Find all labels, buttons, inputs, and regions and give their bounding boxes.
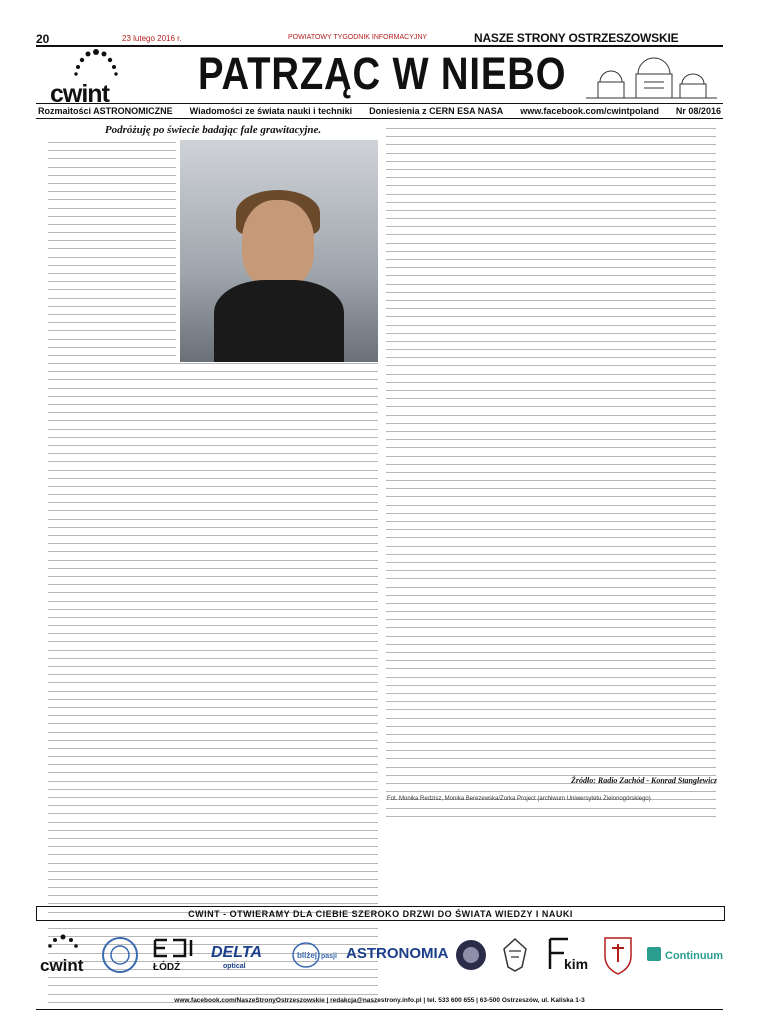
svg-text:Continuum: Continuum — [664, 950, 723, 962]
page-footer: www.facebook.com/NaszeStronyOstrzeszowskie | redakcja@naszestrony.info.pl | tel. 533 600 655 | 63-500 Ostrzeszów, ul. Kaliska 1-3 — [174, 997, 585, 1004]
crest-logo[interactable] — [601, 934, 635, 976]
page-number: 20 — [36, 32, 50, 46]
article-signature: Źródło: Radio Zachód - Konrad Stanglewicz — [570, 776, 717, 785]
footer-rule — [36, 1009, 723, 1010]
facebook-link[interactable]: www.facebook.com/cwintpoland — [520, 106, 659, 116]
page-title: PATRZĄC W NIEBO — [198, 48, 567, 99]
photo-body — [214, 280, 344, 362]
weekly-label: POWIATOWY TYGODNIK INFORMACYJNY — [288, 34, 428, 41]
observatory-illustration — [580, 48, 723, 102]
article-text-right — [386, 128, 716, 817]
svg-text:pasji: pasji — [320, 953, 337, 960]
continuum-logo[interactable] — [645, 941, 723, 969]
section-label: Rozmaitości ASTRONOMICZNE — [38, 106, 173, 116]
emblem-logo[interactable] — [454, 935, 488, 975]
blizej-pasji-logo[interactable] — [291, 940, 335, 970]
svg-text:kim: kim — [563, 956, 588, 972]
promo-strip: CWINT - OTWIERAMY DLA CIEBIE SZEROKO DRZWI DO ŚWIATA WIEDZY I NAUKI — [36, 906, 725, 921]
article-photo — [180, 140, 378, 362]
photo-face — [242, 200, 314, 288]
svg-text:optical: optical — [223, 963, 246, 970]
article-text-left — [48, 142, 176, 356]
svg-text:DELTA: DELTA — [211, 944, 263, 961]
section-sources: Doniesienia z CERN ESA NASA — [369, 106, 504, 116]
delta-optical-logo[interactable] — [209, 937, 281, 973]
svg-text:cwint: cwint — [40, 956, 84, 975]
issue-date: 23 lutego 2016 r. — [122, 34, 182, 43]
subheader-bar — [36, 103, 723, 119]
paper-name: NASZE STRONY OSTRZESZOWSKIE — [474, 31, 679, 45]
svg-text:bliżej: bliżej — [296, 951, 317, 960]
cwint-dots-icon — [40, 44, 152, 84]
issue-number: Nr 08/2016 — [675, 106, 721, 116]
astronomia-logo[interactable] — [344, 938, 449, 972]
svg-text:ASTRONOMIA: ASTRONOMIA — [346, 945, 449, 962]
fkim-logo[interactable] — [542, 933, 592, 977]
partner-logos — [36, 924, 723, 986]
cwint-logo — [40, 44, 152, 110]
section-tagline: Wiadomości ze świata nauki i techniki — [189, 106, 353, 116]
photo-caption: Fot. Monika Redzisz, Monika Berezewska/Zorka Project (archiwum Uniwersytetu Zielonogórskiego) — [387, 796, 651, 802]
article-column-right — [386, 124, 716, 824]
logo-word: cwint — [50, 80, 109, 108]
eagle-logo[interactable] — [498, 935, 532, 975]
ec1-logo[interactable] — [149, 934, 199, 976]
cern-logo[interactable] — [100, 935, 140, 975]
article-headline: Podróżuję po świecie badając fale grawitacyjne. — [104, 124, 322, 136]
cwint-logo[interactable] — [36, 931, 90, 979]
svg-text:ŁÓDŹ: ŁÓDŹ — [153, 962, 181, 973]
